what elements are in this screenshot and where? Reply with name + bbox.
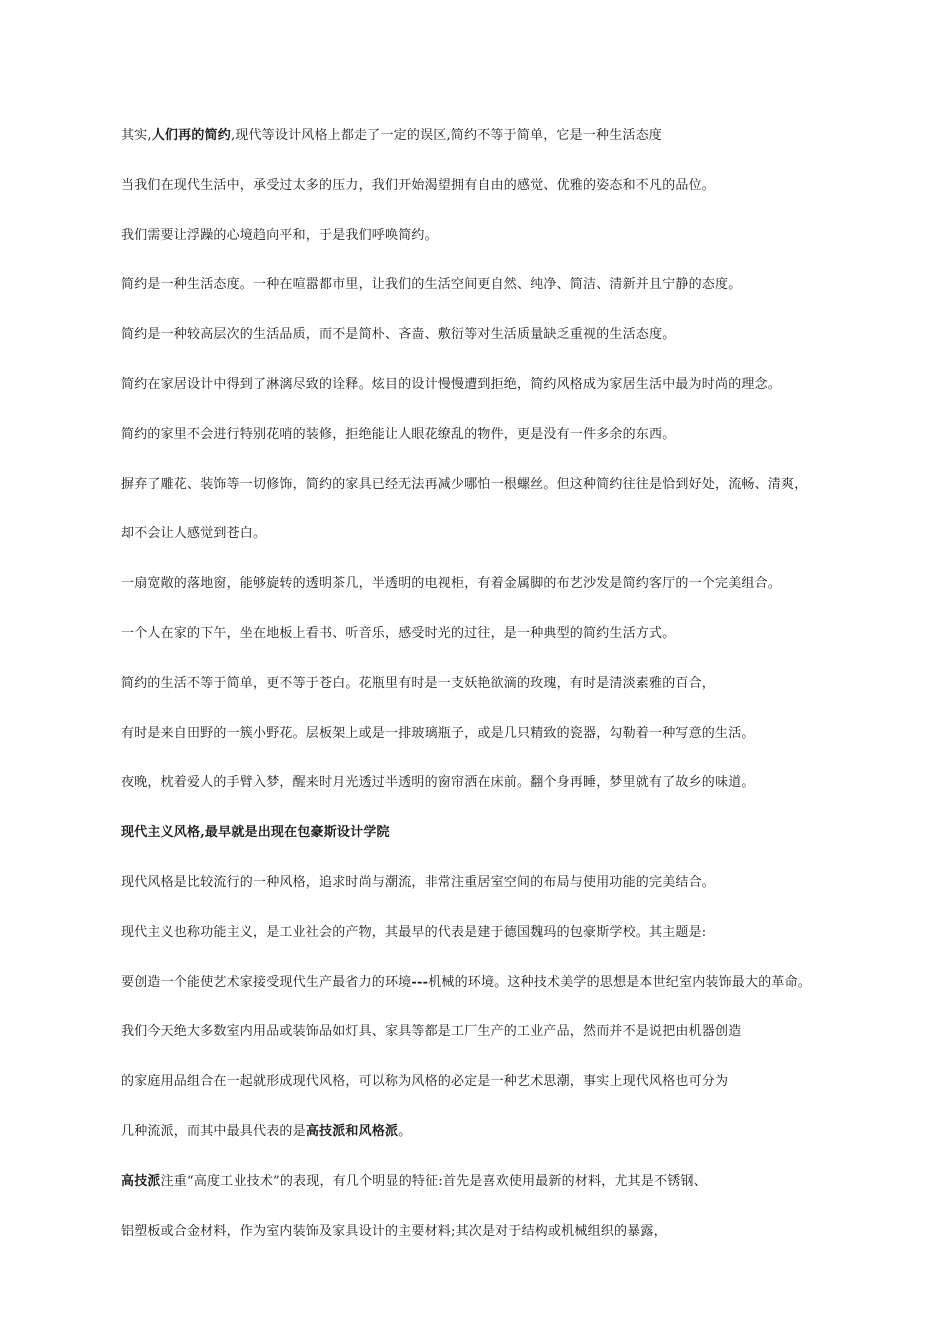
text-segment: 有时是来自田野的一簇小野花。层板架上或是一排玻璃瓶子，或是几只精致的瓷器，勾勒着一种写意的生活。 — [121, 726, 755, 741]
paragraph-line — [121, 924, 890, 942]
paragraph-line — [121, 177, 890, 195]
text-segment: 铝塑板或合金材料，作为室内装饰及家具设计的主要材料;其次是对于结构或机械组织的暴露， — [121, 1224, 667, 1239]
text-segment: 几种流派，而其中最具代表的是 — [121, 1124, 306, 1139]
paragraph-line — [121, 974, 890, 992]
text-segment: 简约在家居设计中得到了淋漓尽致的诠释。炫目的设计慢慢遭到拒绝，简约风格成为家居生活中最为时尚的理念。 — [121, 377, 782, 392]
paragraph-line — [121, 276, 890, 294]
text-segment: 要创造一个能使艺术家接受现代生产最省力的环境 — [121, 975, 412, 990]
text-segment: 现代风格是比较流行的一种风格，追求时尚与潮流，非常注重居室空间的布局与使用功能的完美结合。 — [121, 875, 716, 890]
paragraph-line — [121, 376, 890, 394]
bold-text-segment: 人们再的简约 — [151, 128, 231, 143]
text-segment: 。 — [398, 1124, 412, 1139]
text-segment: 夜晚，枕着爱人的手臂入梦，醒来时月光透过半透明的窗帘洒在床前。翻个身再睡，梦里就有了故乡的味道。 — [121, 775, 755, 790]
text-segment: 一个人在家的下午，坐在地板上看书、听音乐，感受时光的过往，是一种典型的简约生活方式。 — [121, 626, 676, 641]
paragraph-line — [121, 1073, 890, 1091]
text-segment: 简约是一种较高层次的生活品质，而不是简朴、吝啬、敷衍等对生活质量缺乏重视的生活态度。 — [121, 327, 676, 342]
paragraph-line — [121, 227, 890, 245]
paragraph-line — [121, 1223, 890, 1241]
paragraph-line — [121, 1123, 890, 1141]
text-segment: 现代主义也称功能主义，是工业社会的产物，其最早的代表是建于德国魏玛的包豪斯学校。其主题是: — [121, 925, 707, 940]
text-segment: 简约是一种生活态度。一种在喧嚣都市里，让我们的生活空间更自然、纯净、简洁、清新并且宁静的态度。 — [121, 277, 742, 292]
paragraph-line — [121, 127, 890, 145]
paragraph-line — [121, 625, 890, 643]
paragraph-line — [121, 575, 890, 593]
text-segment: 其实, — [121, 128, 152, 143]
paragraph-line — [121, 426, 890, 444]
paragraph-line — [121, 525, 890, 543]
paragraph-line — [121, 1173, 890, 1191]
paragraph-line — [121, 874, 890, 892]
bold-text-segment: 高技派 — [121, 1174, 161, 1189]
bold-text-segment: --- — [411, 975, 429, 990]
text-segment: ,现代等设计风格上都走了一定的误区,简约不等于简单，它是一种生活态度 — [230, 128, 663, 143]
text-segment: 注重“高度工业技术”的表现，有几个明显的特征:首先是喜欢使用最新的材料，尤其是不锈钢、 — [160, 1174, 707, 1189]
text-segment: 我们需要让浮躁的心境趋向平和，于是我们呼唤简约。 — [121, 228, 438, 243]
text-segment: 的家庭用品组合在一起就形成现代风格，可以称为风格的必定是一种艺术思潮，事实上现代风格也可分为 — [121, 1074, 729, 1089]
text-segment: 机械的环境。这种技术美学的思想是本世纪室内装饰最大的革命。 — [428, 975, 812, 990]
paragraph-line — [121, 774, 890, 792]
text-segment: 简约的生活不等于简单，更不等于苍白。花瓶里有时是一支妖艳欲滴的玫瑰，有时是清淡素雅的百合， — [121, 676, 716, 691]
text-segment: 摒弃了雕花、装饰等一切修饰，简约的家具已经无法再减少哪怕一根螺丝。但这种简约往往是恰到好处，流畅、清爽， — [121, 477, 808, 492]
text-segment: 一扇宽敞的落地窗，能够旋转的透明茶几，半透明的电视柜，有着金属脚的布艺沙发是简约客厅的一个完美组合。 — [121, 576, 782, 591]
text-segment: 简约的家里不会进行特别花哨的装修，拒绝能让人眼花缭乱的物件，更是没有一件多余的东西。 — [121, 427, 676, 442]
paragraph-line — [121, 824, 890, 842]
paragraph-line — [121, 725, 890, 743]
bold-text-segment: 高技派和风格派 — [305, 1124, 399, 1139]
paragraph-line — [121, 326, 890, 344]
bold-text-segment: 现代主义风格,最早就是出现在包豪斯设计学院 — [121, 825, 390, 840]
paragraph-line — [121, 675, 890, 693]
text-segment: 当我们在现代生活中，承受过太多的压力，我们开始渴望拥有自由的感觉、优雅的姿态和不凡的品位。 — [121, 178, 716, 193]
text-segment: 却不会让人感觉到苍白。 — [121, 526, 267, 541]
paragraph-line — [121, 1023, 890, 1041]
paragraph-line — [121, 476, 890, 494]
text-segment: 我们今天绝大多数室内用品或装饰品如灯具、家具等都是工厂生产的工业产品，然而并不是说把由机器创造 — [121, 1024, 742, 1039]
